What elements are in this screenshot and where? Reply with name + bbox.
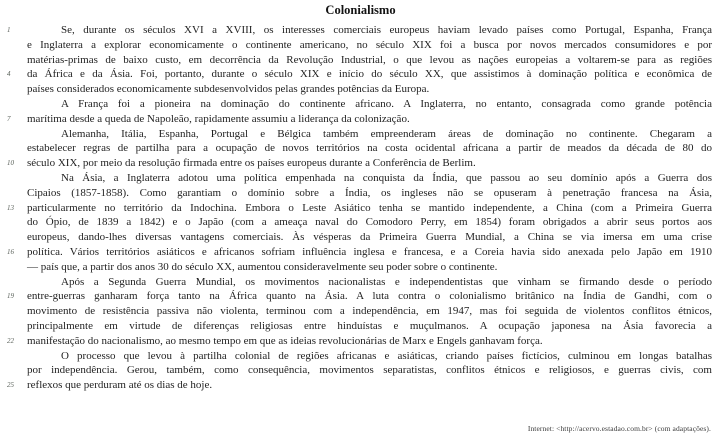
text-line	[27, 260, 712, 275]
source-citation: Internet: <http://acervo.estadao.com.br> (com adaptações).	[527, 424, 711, 433]
line-number: 25	[7, 381, 14, 390]
line-text: século XIX, por meio da resolução firmada entre os países europeus durante a Conferência de Berlim.	[27, 157, 476, 170]
line-text: — país que, a partir dos anos 30 do século XX, aumentou consideravelmente seu poder sobre o continente.	[27, 260, 498, 273]
line-number: 4	[7, 70, 11, 79]
line-number: 10	[7, 159, 14, 168]
line-text: Alemanha, Itália, Espanha, Portugal e Bélgica também empreenderam áreas de dominação no continente. Chegaram a	[61, 127, 712, 140]
line-text: estabelecer regras de partilha para a ocupação de novos territórios na costa ocidental africana a partir de meados da década de 80 do	[27, 142, 712, 155]
line-text: europeus, dando-lhes diversas vantagens comerciais. Às vésperas da Primeira Guerra Mundial, a China se via imersa em uma crise	[27, 231, 712, 244]
text-line	[27, 304, 712, 319]
line-text: movimento de resistência passiva não violenta, terminou com a independência, em 1947, mas foi seguida de violentos conflitos étnicos,	[27, 305, 712, 318]
line-text: reflexos que perduram até os dias de hoje.	[27, 379, 213, 392]
line-text: entre-guerras ganharam força tanto na África quanto na Ásia. A luta contra o colonialismo britânico na Índia de Gandhi, com o	[27, 290, 712, 303]
text-line	[27, 230, 712, 245]
line-text: Após a Segunda Guerra Mundial, os movimentos nacionalistas e independentistas que vinham se firmando desde o período	[61, 275, 712, 288]
line-text: particularmente no território da Indochina. Embora o Leste Asiático tenha se mantido independente, a China (com a Primeira Guerra	[27, 201, 712, 214]
text-line	[27, 275, 712, 290]
line-text: matérias-primas de baixo custo, em decorrência da Revolução Industrial, o que levou as nações europeias a voltarem-se para as regiões	[27, 53, 712, 66]
line-text: e Inglaterra a explorar economicamente o continente americano, no século XIX foi a busca por novos mercados consumidores e por	[27, 38, 712, 51]
text-line	[7, 289, 712, 304]
line-text: principalmente em virtude de diferenças religiosas entre hinduístas e muçulmanos. A ocupação japonesa na Ásia favorecia a	[27, 319, 712, 332]
line-number: 22	[7, 336, 14, 345]
document-title: Colonialismo	[325, 3, 396, 17]
text-line	[27, 141, 712, 156]
line-text: Cipaios (1857-1858). Como garantiam o domínio sobre a Índia, os ingleses não se opuseram à penetração francesa na Ásia,	[27, 186, 712, 199]
text-body	[7, 23, 712, 393]
text-line	[27, 186, 712, 201]
line-text: Na Ásia, a Inglaterra adotou uma política empenhada na conquista da Índia, que passou ao seu domínio após a Guerra dos	[61, 171, 712, 184]
line-number: 19	[7, 292, 14, 301]
line-text: da África e da Ásia. Foi, portanto, durante o século XIX e início do século XX, que assistimos à dominação política e econômica de	[27, 68, 712, 81]
text-line	[7, 334, 712, 349]
text-line	[27, 38, 712, 53]
text-line	[27, 53, 712, 68]
line-number: 16	[7, 247, 14, 256]
line-text: A França foi a pioneira na dominação do continente africano. A Inglaterra, no entanto, consagrada como grande potência	[61, 97, 712, 110]
line-text: O processo que levou à partilha colonial de regiões africanas e asiáticas, criando países fictícios, culminou em longas batalhas	[61, 349, 712, 362]
text-line	[7, 201, 712, 216]
text-line	[7, 378, 712, 393]
line-text: por independência. Gerou, também, como consequência, movimentos separatistas, conflitos étnicos e religiosos, e guerras civis, com	[27, 364, 712, 377]
line-text: política. Vários territórios asiáticos e africanos sofriam influência inglesa e francesa, e a Coreia havia sido anexada pelo Japão em 1910	[27, 245, 712, 258]
text-line	[27, 82, 712, 97]
line-number: 1	[7, 26, 11, 34]
text-line	[27, 171, 712, 186]
line-number: 7	[7, 114, 11, 123]
text-line	[27, 363, 712, 378]
text-line	[27, 349, 712, 364]
text-line	[27, 127, 712, 142]
line-text: marítima desde a queda de Napoleão, rapidamente assumiu a liderança da colonização.	[27, 112, 410, 125]
line-text: países considerados economicamente subdesenvolvidos pelas grandes potências da Europa.	[27, 83, 430, 96]
text-line	[27, 97, 712, 112]
line-number: 13	[7, 203, 14, 212]
text-line	[7, 67, 712, 82]
text-line	[7, 156, 712, 171]
line-text: manifestação do nacionalismo, ao mesmo tempo em que as ideias revolucionárias de Marx e Engels ganhavam força.	[27, 334, 543, 347]
text-line	[27, 215, 712, 230]
text-line	[7, 245, 712, 260]
text-line	[7, 112, 712, 127]
line-text: Se, durante os séculos XVI a XVIII, os interesses comerciais europeus haviam levado países como Portugal, Espanha, França	[61, 24, 712, 36]
text-line	[7, 23, 712, 38]
text-line	[27, 319, 712, 334]
line-text: do Ópio, de 1839 a 1842) e o Japão (com a ameaça naval do Comodoro Perry, em 1854) foram obrigados a abrir seus portos aos	[27, 216, 712, 229]
